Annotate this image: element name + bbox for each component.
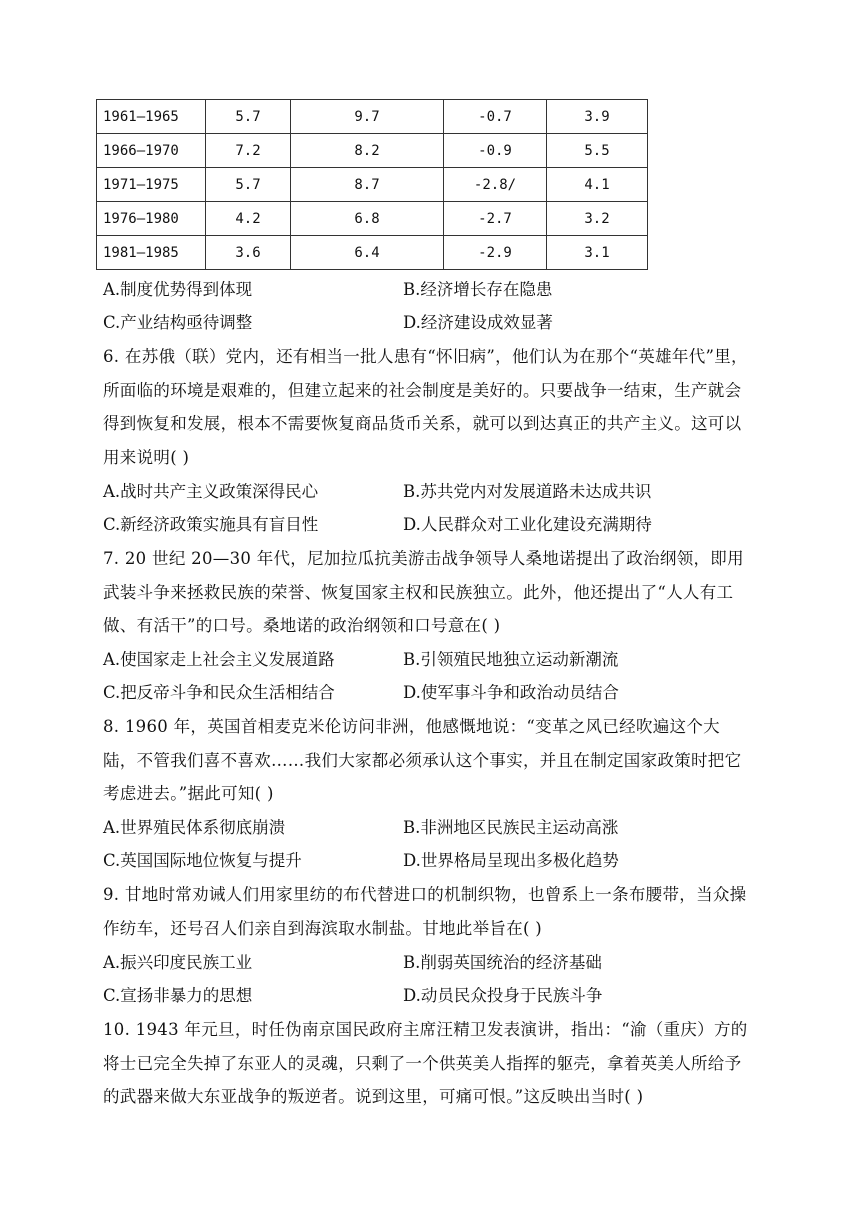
data-table xyxy=(96,99,648,270)
q9-options-row-1 xyxy=(103,946,753,979)
q5-options-row-2 xyxy=(103,306,753,339)
option-c: C.宣扬非暴力的思想 xyxy=(103,986,253,1005)
table-cell: -2.8/ xyxy=(444,168,547,202)
table-cell: 9.7 xyxy=(291,100,444,134)
table-cell: -2.7 xyxy=(444,202,547,236)
table-cell: 1961—1965 xyxy=(97,100,206,134)
table-cell: 3.9 xyxy=(547,100,648,134)
option-a: A.制度优势得到体现 xyxy=(103,280,253,299)
table-row xyxy=(97,202,648,236)
option-b: B.经济增长存在隐患 xyxy=(403,280,553,299)
table-cell: 1971—1975 xyxy=(97,168,206,202)
table-cell: -2.9 xyxy=(444,236,547,270)
table-cell: 3.1 xyxy=(547,236,648,270)
q8-options-row-2 xyxy=(103,844,753,877)
table-cell: 1976—1980 xyxy=(97,202,206,236)
q7-options-row-1 xyxy=(103,643,753,676)
table-cell: -0.7 xyxy=(444,100,547,134)
table-row xyxy=(97,236,648,270)
q6-options-row-1 xyxy=(103,475,753,508)
option-d: D.世界格局呈现出多极化趋势 xyxy=(403,851,619,870)
option-d: D.动员民众投身于民族斗争 xyxy=(403,986,603,1005)
option-d: D.人民群众对工业化建设充满期待 xyxy=(403,515,652,534)
question-9-stem: 9. 甘地时常劝诫人们用家里纺的布代替进口的机制织物，也曾系上一条布腰带，当众操作纺车，还号召人们亲自到海滨取水制盐。甘地此举旨在( ) xyxy=(103,885,747,938)
q6-options-row-2 xyxy=(103,508,753,541)
table-cell: 6.4 xyxy=(291,236,444,270)
table-cell: 1981—1985 xyxy=(97,236,206,270)
question-10-stem: 10. 1943 年元旦，时任伪南京国民政府主席汪精卫发表演讲，指出：“渝（重庆）方的将士已完全失掉了东亚人的灵魂，只剩了一个供英美人指挥的躯壳，拿着英美人所给予的武器来做大东亚战争的叛逆者。说到这里，可痛可恨。”这反映出当时( ) xyxy=(103,1020,748,1106)
question-6-stem: 6. 在苏俄（联）党内，还有相当一批人患有“怀旧病”，他们认为在那个“英雄年代”里，所面临的环境是艰难的，但建立起来的社会制度是美好的。只要战争一结束，生产就会得到恢复和发展，根本不需要恢复商品货币关系，就可以到达真正的共产主义。这可以用来说明( ) xyxy=(103,347,748,467)
option-a: A.振兴印度民族工业 xyxy=(103,953,253,972)
table-cell: 6.8 xyxy=(291,202,444,236)
option-b: B.苏共党内对发展道路未达成共识 xyxy=(403,482,652,501)
option-b: B.引领殖民地独立运动新潮流 xyxy=(403,650,619,669)
option-c: C.新经济政策实施具有盲目性 xyxy=(103,515,319,534)
table-cell: 4.1 xyxy=(547,168,648,202)
table-row xyxy=(97,168,648,202)
table-cell: 3.2 xyxy=(547,202,648,236)
q5-options-row-1 xyxy=(103,273,753,306)
table-cell: 5.7 xyxy=(206,168,291,202)
table-cell: 8.7 xyxy=(291,168,444,202)
option-c: C.产业结构亟待调整 xyxy=(103,313,253,332)
q7-options-row-2 xyxy=(103,676,753,709)
question-7-stem: 7. 20 世纪 20—30 年代，尼加拉瓜抗美游击战争领导人桑地诺提出了政治纲领，即用武装斗争来拯救民族的荣誉、恢复国家主权和民族独立。此外，他还提出了“人人有工做、有活干”的口号。桑地诺的政治纲领和口号意在( ) xyxy=(103,549,744,635)
option-b: B.非洲地区民族民主运动高涨 xyxy=(403,818,619,837)
q8-options-row-1 xyxy=(103,811,753,844)
table-cell: 7.2 xyxy=(206,134,291,168)
option-d: D.经济建设成效显著 xyxy=(403,313,553,332)
table-cell: 5.5 xyxy=(547,134,648,168)
option-c: C.英国国际地位恢复与提升 xyxy=(103,851,302,870)
option-a: A.世界殖民体系彻底崩溃 xyxy=(103,818,286,837)
option-a: A.战时共产主义政策深得民心 xyxy=(103,482,319,501)
table-cell: 3.6 xyxy=(206,236,291,270)
table-cell: 4.2 xyxy=(206,202,291,236)
option-c: C.把反帝斗争和民众生活相结合 xyxy=(103,683,335,702)
table-cell: 5.7 xyxy=(206,100,291,134)
option-d: D.使军事斗争和政治动员结合 xyxy=(403,683,619,702)
q9-options-row-2 xyxy=(103,979,753,1012)
option-b: B.削弱英国统治的经济基础 xyxy=(403,953,602,972)
table-cell: 8.2 xyxy=(291,134,444,168)
table-cell: 1966—1970 xyxy=(97,134,206,168)
table-row xyxy=(97,134,648,168)
table-row xyxy=(97,100,648,134)
question-8-stem: 8. 1960 年，英国首相麦克米伦访问非洲，他感慨地说：“变革之风已经吹遍这个大陆，不管我们喜不喜欢……我们大家都必须承认这个事实，并且在制定国家政策时把它考虑进去。”据此可知( ) xyxy=(103,717,742,803)
option-a: A.使国家走上社会主义发展道路 xyxy=(103,650,335,669)
table-cell: -0.9 xyxy=(444,134,547,168)
